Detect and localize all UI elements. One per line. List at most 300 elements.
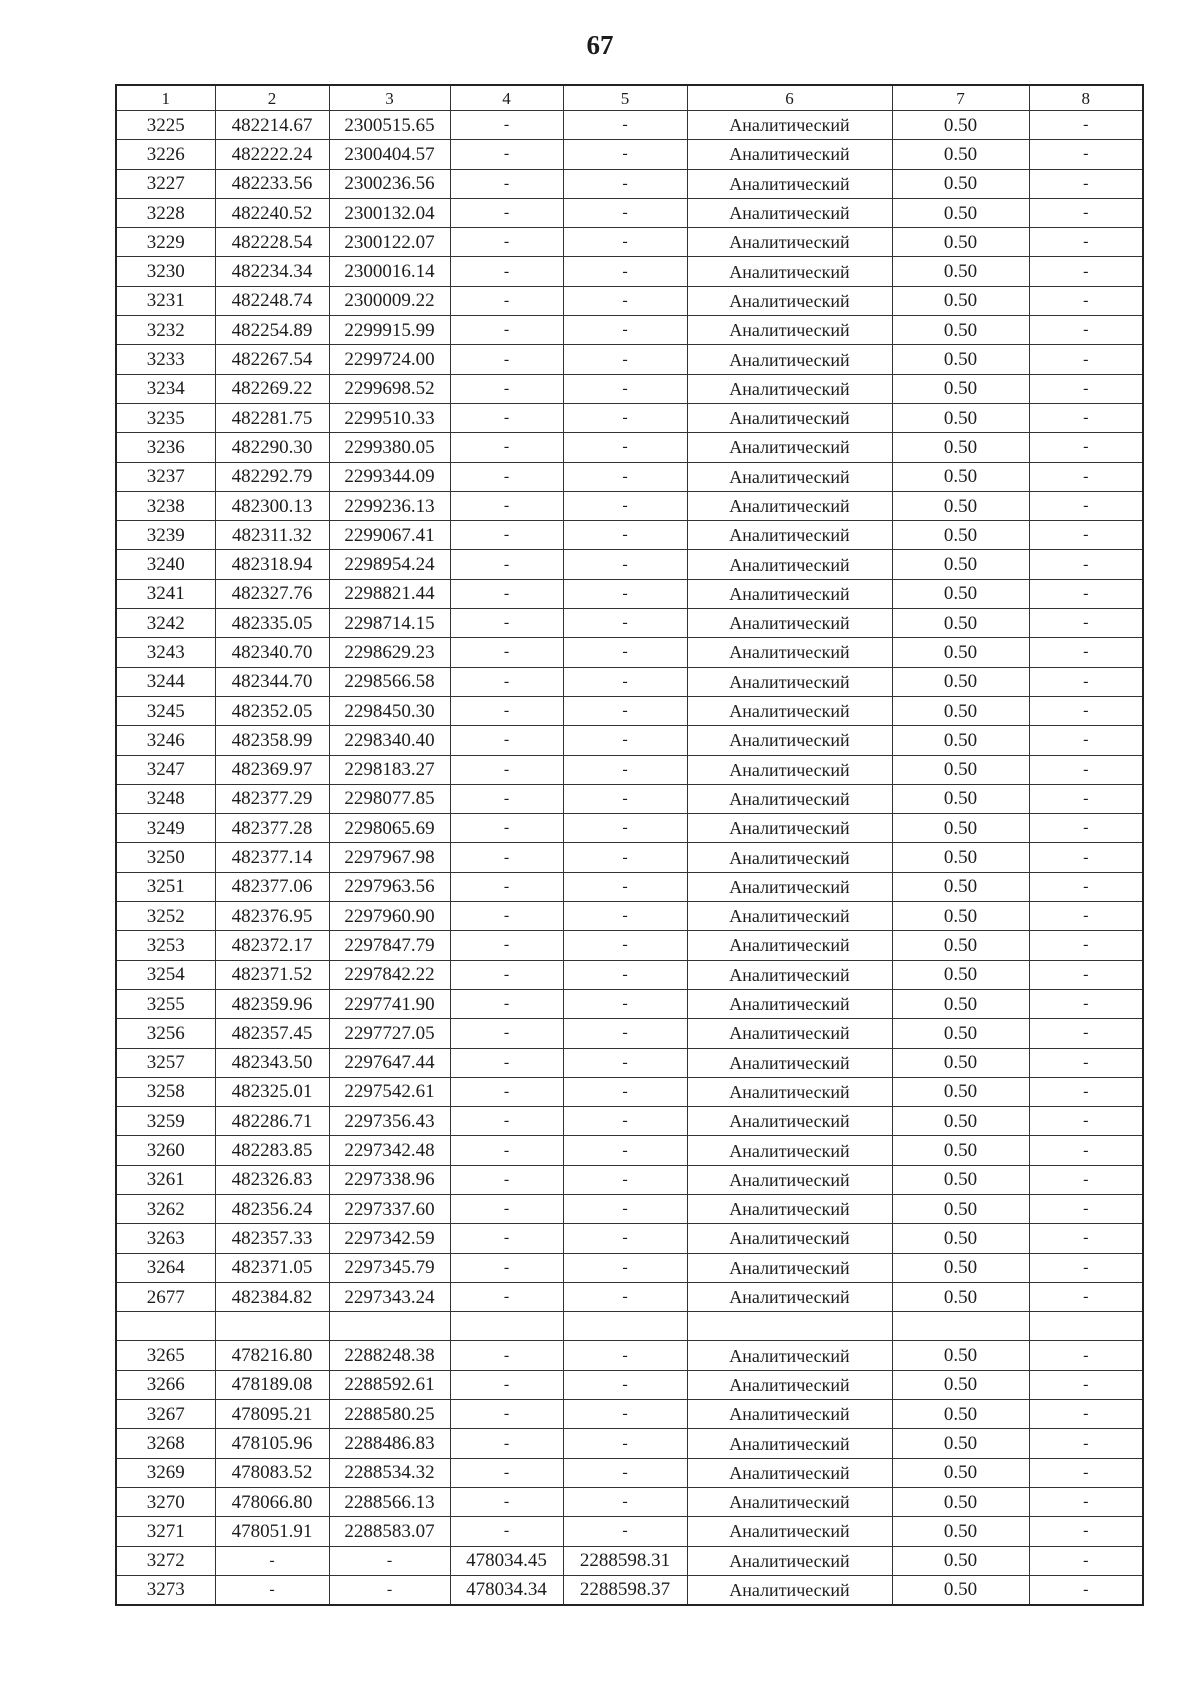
table-cell-col-2: 482359.96 [215, 989, 329, 1018]
table-row [116, 1546, 1143, 1575]
table-cell-col-4: - [450, 1019, 563, 1048]
table-cell-col-1: 3234 [116, 374, 215, 403]
table-cell-col-6: Аналитический [687, 286, 892, 315]
table-row [116, 1400, 1143, 1429]
table-cell-col-6: Аналитический [687, 843, 892, 872]
table-row [116, 960, 1143, 989]
table-row [116, 814, 1143, 843]
table-cell-col-2: 482377.06 [215, 872, 329, 901]
table-cell-col-5: - [563, 960, 687, 989]
table-cell-col-1: 3252 [116, 902, 215, 931]
table-cell-col-6: Аналитический [687, 726, 892, 755]
table-cell-col-7: 0.50 [892, 1487, 1029, 1516]
table-cell-col-1: 3256 [116, 1019, 215, 1048]
table-cell-col-4: - [450, 1077, 563, 1106]
table-cell-col-7: 0.50 [892, 316, 1029, 345]
table-cell-col-1: 3259 [116, 1107, 215, 1136]
table-cell-col-6: Аналитический [687, 140, 892, 169]
table-cell-col-6: Аналитический [687, 696, 892, 725]
table-cell-col-3: 2297342.59 [329, 1224, 450, 1253]
table-cell-col-6: Аналитический [687, 345, 892, 374]
table-cell-col-2: 482281.75 [215, 403, 329, 432]
table-row [116, 257, 1143, 286]
table-cell-col-3: 2288592.61 [329, 1370, 450, 1399]
table-cell-col-1: 3266 [116, 1370, 215, 1399]
table-cell-col-6: Аналитический [687, 872, 892, 901]
table-cell-col-4: - [450, 931, 563, 960]
table-cell-col-4: - [450, 316, 563, 345]
table-row [116, 345, 1143, 374]
table-cell-col-3: 2297847.79 [329, 931, 450, 960]
table-row [116, 1429, 1143, 1458]
table-cell-col-4: - [450, 872, 563, 901]
table-cell-col-8: - [1029, 726, 1143, 755]
table-cell-col-6: Аналитический [687, 403, 892, 432]
table-cell-col-8: - [1029, 257, 1143, 286]
table-row [116, 1019, 1143, 1048]
column-header-7: 7 [892, 85, 1029, 111]
table-cell-col-7: 0.50 [892, 1077, 1029, 1106]
table-cell-col-2: 482357.33 [215, 1224, 329, 1253]
table-cell-col-1: 3235 [116, 403, 215, 432]
table-cell-col-7: 0.50 [892, 1107, 1029, 1136]
table-cell-col-8: - [1029, 1575, 1143, 1605]
table-cell-col-1: 3264 [116, 1253, 215, 1282]
table-cell-col-8: - [1029, 462, 1143, 491]
table-cell-col-5: - [563, 1224, 687, 1253]
table-cell-col-3: 2298450.30 [329, 696, 450, 725]
table-cell-col-8: - [1029, 550, 1143, 579]
table-cell-col-2: 482372.17 [215, 931, 329, 960]
table-cell-col-5: - [563, 140, 687, 169]
table-cell-col-2: 482283.85 [215, 1136, 329, 1165]
table-cell-col-5: - [563, 1077, 687, 1106]
table-cell-col-6: Аналитический [687, 521, 892, 550]
table-cell-col-7: 0.50 [892, 902, 1029, 931]
table-cell-col-6: Аналитический [687, 1136, 892, 1165]
table-body [116, 111, 1143, 1606]
table-cell-col-3: 2299380.05 [329, 433, 450, 462]
table-row [116, 1517, 1143, 1546]
table-row [116, 579, 1143, 608]
table-cell-col-6: Аналитический [687, 1107, 892, 1136]
table-row [116, 374, 1143, 403]
page-number: 67 [586, 30, 614, 60]
table-cell-col-3: 2288486.83 [329, 1429, 450, 1458]
table-cell-col-7: 0.50 [892, 960, 1029, 989]
table-cell-col-8: - [1029, 989, 1143, 1018]
table-cell-col-5: - [563, 550, 687, 579]
table-cell-col-6: Аналитический [687, 1165, 892, 1194]
table-cell-col-3: 2288583.07 [329, 1517, 450, 1546]
table-cell-col-7: 0.50 [892, 784, 1029, 813]
header-row [116, 85, 1143, 111]
table-cell-col-6: Аналитический [687, 1194, 892, 1223]
table-row [116, 696, 1143, 725]
table-cell-col-5: - [563, 1019, 687, 1048]
table-cell-col-7: 0.50 [892, 1136, 1029, 1165]
table-cell-col-4: - [450, 257, 563, 286]
table-cell-col-4: - [450, 228, 563, 257]
column-header-8: 8 [1029, 85, 1143, 111]
table-cell-col-2: 482377.28 [215, 814, 329, 843]
table-cell-col-7: 0.50 [892, 1194, 1029, 1223]
table-row [116, 433, 1143, 462]
table-cell-col-6: Аналитический [687, 814, 892, 843]
table-cell-col-2: 482356.24 [215, 1194, 329, 1223]
table-cell-col-4: - [450, 521, 563, 550]
table-row [116, 1253, 1143, 1282]
table-cell-col-3: 2288566.13 [329, 1487, 450, 1516]
table-cell-col-7: 0.50 [892, 931, 1029, 960]
table-row [116, 111, 1143, 140]
table-cell-col-7: 0.50 [892, 228, 1029, 257]
table-cell-col-1: 3245 [116, 696, 215, 725]
coordinates-table [115, 84, 1144, 1606]
table-cell-col-5: - [563, 1517, 687, 1546]
table-cell-col-4: - [450, 550, 563, 579]
table-cell-col-1: 3273 [116, 1575, 215, 1605]
table-cell-col-4: - [450, 667, 563, 696]
table-cell-col-4: - [450, 1253, 563, 1282]
table-cell-col-5: - [563, 843, 687, 872]
table-cell-col-2: 478066.80 [215, 1487, 329, 1516]
table-cell-col-2: 482357.45 [215, 1019, 329, 1048]
table-cell-col-2: 478105.96 [215, 1429, 329, 1458]
table-row [116, 1487, 1143, 1516]
table-cell-col-3: 2300404.57 [329, 140, 450, 169]
table-cell-col-1: 3232 [116, 316, 215, 345]
table-cell-col-1: 3239 [116, 521, 215, 550]
column-header-3: 3 [329, 85, 450, 111]
table-cell-col-1: 3249 [116, 814, 215, 843]
table-cell-col-6: Аналитический [687, 1575, 892, 1605]
table-cell-col-8: - [1029, 784, 1143, 813]
table-cell-col-7: 0.50 [892, 1458, 1029, 1487]
table-cell-col-1: 3238 [116, 491, 215, 520]
table-cell-col-6: Аналитический [687, 316, 892, 345]
table-cell-col-8: - [1029, 316, 1143, 345]
column-header-1: 1 [116, 85, 215, 111]
table-cell-col-4: - [450, 140, 563, 169]
table-cell-col-7: 0.50 [892, 521, 1029, 550]
table-cell-col-1: 3233 [116, 345, 215, 374]
table-cell-col-5: - [563, 403, 687, 432]
table-cell-col-4: - [450, 784, 563, 813]
table-cell-col-8: - [1029, 1165, 1143, 1194]
table-cell-col-4: - [450, 843, 563, 872]
table-cell-col-7: 0.50 [892, 726, 1029, 755]
table-cell-col-8: - [1029, 667, 1143, 696]
table-cell-col-7: 0.50 [892, 550, 1029, 579]
table-cell-col-2: 482290.30 [215, 433, 329, 462]
table-cell-col-6: Аналитический [687, 1019, 892, 1048]
table-cell-col-6: Аналитический [687, 667, 892, 696]
table-cell-col-6: Аналитический [687, 1224, 892, 1253]
table-cell-col-5: - [563, 931, 687, 960]
table-cell-col-5: - [563, 1458, 687, 1487]
table-cell-col-5: - [563, 872, 687, 901]
table-cell-col-2: 482286.71 [215, 1107, 329, 1136]
table-cell-col-6: Аналитический [687, 1517, 892, 1546]
table-cell-col-3: 2298340.40 [329, 726, 450, 755]
column-header-6: 6 [687, 85, 892, 111]
table-cell-col-4: - [450, 1194, 563, 1223]
table-cell-col-1: 3230 [116, 257, 215, 286]
table-cell-col-6: Аналитический [687, 257, 892, 286]
table-cell-col-2: 482326.83 [215, 1165, 329, 1194]
table-cell-col-4: - [450, 1400, 563, 1429]
table-cell-col-6: Аналитический [687, 1048, 892, 1077]
table-cell-col-2: - [215, 1575, 329, 1605]
table-cell-col-1: 3243 [116, 638, 215, 667]
table-cell-col-8: - [1029, 814, 1143, 843]
table-cell-col-2: 482248.74 [215, 286, 329, 315]
table-cell-col-3: 2299344.09 [329, 462, 450, 491]
table-cell-col-7: 0.50 [892, 111, 1029, 140]
table-cell-col-2: 482300.13 [215, 491, 329, 520]
table-cell-col-5: - [563, 1282, 687, 1311]
table-cell-col-8: - [1029, 1458, 1143, 1487]
table-row [116, 198, 1143, 227]
table-cell-col-6: Аналитический [687, 784, 892, 813]
table-cell-col-8: - [1029, 579, 1143, 608]
table-cell-col-3: 2298714.15 [329, 609, 450, 638]
table-cell-col-8: - [1029, 433, 1143, 462]
table-cell-col-1 [116, 1312, 215, 1341]
table-cell-col-2: 482369.97 [215, 755, 329, 784]
table-cell-col-6: Аналитический [687, 755, 892, 784]
table-cell-col-1: 3250 [116, 843, 215, 872]
table-cell-col-8: - [1029, 1136, 1143, 1165]
table-cell-col-8: - [1029, 228, 1143, 257]
table-header [116, 85, 1143, 111]
table-cell-col-5: - [563, 169, 687, 198]
table-cell-col-8: - [1029, 345, 1143, 374]
table-cell-col-6: Аналитический [687, 989, 892, 1018]
table-cell-col-8: - [1029, 198, 1143, 227]
table-cell-col-8: - [1029, 696, 1143, 725]
table-cell-col-5: - [563, 1048, 687, 1077]
table-cell-col-8: - [1029, 1282, 1143, 1311]
table-row [116, 1048, 1143, 1077]
table-cell-col-1: 3269 [116, 1458, 215, 1487]
table-cell-col-6: Аналитический [687, 550, 892, 579]
table-row [116, 521, 1143, 550]
table-cell-col-5: - [563, 433, 687, 462]
table-cell-col-4: - [450, 696, 563, 725]
table-cell-col-7: 0.50 [892, 1546, 1029, 1575]
table-cell-col-3: 2300132.04 [329, 198, 450, 227]
table-row [116, 1165, 1143, 1194]
table-cell-col-1: 3263 [116, 1224, 215, 1253]
table-cell-col-2: 482377.14 [215, 843, 329, 872]
table-cell-col-2: 482340.70 [215, 638, 329, 667]
table-cell-col-2: 482325.01 [215, 1077, 329, 1106]
table-cell-col-3: 2300009.22 [329, 286, 450, 315]
table-cell-col-7: 0.50 [892, 1253, 1029, 1282]
table-cell-col-3: 2297741.90 [329, 989, 450, 1018]
table-row [116, 1282, 1143, 1311]
table-cell-col-4: - [450, 1487, 563, 1516]
table-cell-col-2: 478216.80 [215, 1341, 329, 1370]
table-cell-col-6: Аналитический [687, 1282, 892, 1311]
table-cell-col-6: Аналитический [687, 1429, 892, 1458]
table-cell-col-8: - [1029, 111, 1143, 140]
table-cell-col-5: - [563, 579, 687, 608]
table-row [116, 1107, 1143, 1136]
table-cell-col-4: - [450, 1224, 563, 1253]
table-cell-col-1: 3257 [116, 1048, 215, 1077]
table-cell-col-2: - [215, 1546, 329, 1575]
table-cell-col-1: 3248 [116, 784, 215, 813]
table-cell-col-5: - [563, 316, 687, 345]
table-cell-col-7: 0.50 [892, 462, 1029, 491]
table-cell-col-2: 478189.08 [215, 1370, 329, 1399]
table-cell-col-3: 2288580.25 [329, 1400, 450, 1429]
table-cell-col-6: Аналитический [687, 1487, 892, 1516]
table-cell-col-4: - [450, 1136, 563, 1165]
table-cell-col-1: 3242 [116, 609, 215, 638]
table-cell-col-7: 0.50 [892, 1341, 1029, 1370]
table-cell-col-5: - [563, 228, 687, 257]
table-cell-col-7: 0.50 [892, 1400, 1029, 1429]
table-cell-col-7: 0.50 [892, 609, 1029, 638]
table-cell-col-4: - [450, 579, 563, 608]
table-row [116, 228, 1143, 257]
table-cell-col-4: - [450, 433, 563, 462]
table-cell-col-5: - [563, 814, 687, 843]
table-cell-col-8: - [1029, 755, 1143, 784]
table-cell-col-8: - [1029, 1546, 1143, 1575]
column-header-5: 5 [563, 85, 687, 111]
table-cell-col-3: 2298629.23 [329, 638, 450, 667]
table-cell-col-5: - [563, 286, 687, 315]
table-cell-col-4: - [450, 491, 563, 520]
table-cell-col-6: Аналитический [687, 1370, 892, 1399]
table-cell-col-2: 482234.34 [215, 257, 329, 286]
table-cell-col-8: - [1029, 1341, 1143, 1370]
table-cell-col-5: - [563, 1194, 687, 1223]
table-cell-col-5: - [563, 1370, 687, 1399]
table-cell-col-1: 3251 [116, 872, 215, 901]
table-row [116, 286, 1143, 315]
table-cell-col-1: 3262 [116, 1194, 215, 1223]
table-cell-col-5: - [563, 198, 687, 227]
table-cell-col-4: - [450, 1458, 563, 1487]
table-cell-col-8: - [1029, 1048, 1143, 1077]
table-row [116, 169, 1143, 198]
table-cell-col-1: 3228 [116, 198, 215, 227]
table-cell-col-6: Аналитический [687, 433, 892, 462]
table-cell-col-3: 2298183.27 [329, 755, 450, 784]
table-cell-col-7: 0.50 [892, 1165, 1029, 1194]
table-cell-col-7: 0.50 [892, 814, 1029, 843]
table-cell-col-4: - [450, 989, 563, 1018]
table-cell-col-8: - [1029, 169, 1143, 198]
table-cell-col-5: 2288598.31 [563, 1546, 687, 1575]
table-cell-col-1: 3267 [116, 1400, 215, 1429]
table-cell-col-2: 482228.54 [215, 228, 329, 257]
table-row [116, 902, 1143, 931]
table-cell-col-4: - [450, 403, 563, 432]
table-cell-col-1: 3229 [116, 228, 215, 257]
table-cell-col-2: 478095.21 [215, 1400, 329, 1429]
table-cell-col-7: 0.50 [892, 491, 1029, 520]
table-cell-col-7: 0.50 [892, 1575, 1029, 1605]
table-row [116, 491, 1143, 520]
table-cell-col-3: 2298954.24 [329, 550, 450, 579]
table-cell-col-3: 2297963.56 [329, 872, 450, 901]
table-cell-col-3: 2298065.69 [329, 814, 450, 843]
table-cell-col-1: 2677 [116, 1282, 215, 1311]
table-cell-col-6: Аналитический [687, 169, 892, 198]
table-cell-col-8 [1029, 1312, 1143, 1341]
table-cell-col-1: 3265 [116, 1341, 215, 1370]
table-cell-col-1: 3227 [116, 169, 215, 198]
table-cell-col-3: 2299698.52 [329, 374, 450, 403]
table-cell-col-5: - [563, 521, 687, 550]
table-cell-col-8: - [1029, 902, 1143, 931]
table-cell-col-4: - [450, 1517, 563, 1546]
table-cell-col-7: 0.50 [892, 257, 1029, 286]
table-cell-col-4: - [450, 755, 563, 784]
table-row [116, 1077, 1143, 1106]
table-cell-col-3: 2288248.38 [329, 1341, 450, 1370]
table-cell-col-5: - [563, 462, 687, 491]
table-cell-col-6: Аналитический [687, 638, 892, 667]
table-cell-col-2: 482267.54 [215, 345, 329, 374]
table-cell-col-4: - [450, 726, 563, 755]
table-cell-col-6: Аналитический [687, 960, 892, 989]
table-cell-col-7: 0.50 [892, 843, 1029, 872]
table-cell-col-4: - [450, 902, 563, 931]
table-cell-col-5: - [563, 1136, 687, 1165]
table-cell-col-7: 0.50 [892, 140, 1029, 169]
table-row [116, 1341, 1143, 1370]
table-cell-col-7: 0.50 [892, 345, 1029, 374]
table-cell-col-4: - [450, 1429, 563, 1458]
table-cell-col-8: - [1029, 843, 1143, 872]
table-cell-col-5: - [563, 902, 687, 931]
table-cell-col-8: - [1029, 1487, 1143, 1516]
table-cell-col-3: 2297842.22 [329, 960, 450, 989]
table-cell-col-1: 3247 [116, 755, 215, 784]
table-cell-col-5: - [563, 1165, 687, 1194]
table-cell-col-8: - [1029, 872, 1143, 901]
table-cell-col-4: - [450, 286, 563, 315]
table-cell-col-7: 0.50 [892, 403, 1029, 432]
table-cell-col-3 [329, 1312, 450, 1341]
table-cell-col-8: - [1029, 1019, 1143, 1048]
table-cell-col-8: - [1029, 638, 1143, 667]
table-cell-col-8: - [1029, 521, 1143, 550]
table-cell-col-5: - [563, 696, 687, 725]
table-cell-col-2: 482292.79 [215, 462, 329, 491]
table-cell-col-4: 478034.34 [450, 1575, 563, 1605]
table-cell-col-2: 482376.95 [215, 902, 329, 931]
column-header-2: 2 [215, 85, 329, 111]
table-cell-col-5: - [563, 374, 687, 403]
table-row [116, 667, 1143, 696]
table-cell-col-8: - [1029, 1429, 1143, 1458]
table-cell-col-1: 3231 [116, 286, 215, 315]
table-cell-col-5: 2288598.37 [563, 1575, 687, 1605]
table-cell-col-6: Аналитический [687, 1400, 892, 1429]
table-cell-col-4: - [450, 814, 563, 843]
table-cell-col-2: 482327.76 [215, 579, 329, 608]
table-cell-col-4: 478034.45 [450, 1546, 563, 1575]
